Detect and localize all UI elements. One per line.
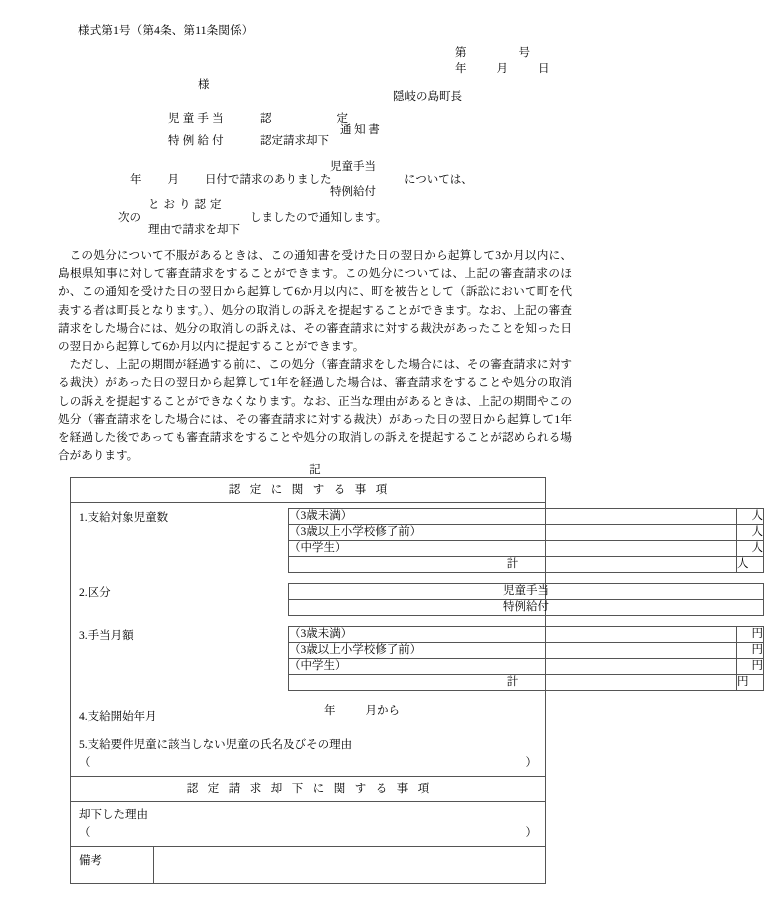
row-1-values — [288, 503, 764, 578]
appeal-paragraph-2: ただし、上記の期間が経過する前に、この処分（審査請求をした場合には、その審査請求に対する裁決）があった日の翌日から起算して1年を経過した場合は、審査請求をすることや処分の取消しの訴えを提起することができなくなります。なお、正当な理由があるときは、上記の期間やこの処分（審査請求をした場合には、その審査請求に対する裁決）があった日の翌日から起算して1年を経過した後であっても審査請求をすることや処分の取消しの訴えを提起することが認められる場合があります。 — [58, 358, 572, 463]
row-payment-start — [71, 702, 545, 730]
amount-age-under3-unit: 円 — [737, 627, 764, 643]
row-classification — [71, 578, 549, 621]
list-item — [289, 627, 764, 643]
list-item-total — [289, 557, 764, 573]
list-item — [289, 600, 764, 616]
list-item — [289, 584, 764, 600]
decision-option-approve: とおり認定 — [148, 199, 226, 211]
row-eligible-children — [71, 503, 763, 578]
remarks-value[interactable] — [154, 847, 546, 883]
amount-junior-high-unit: 円 — [737, 659, 764, 675]
row-2-label: 2.区分 — [79, 587, 111, 599]
request-tail-text: については、 — [404, 174, 473, 186]
rejection-close-paren: ） — [525, 827, 537, 839]
rejection-reason-input-line[interactable] — [71, 824, 545, 846]
classification-subtable — [288, 583, 764, 616]
payment-start-month-label: 月から — [365, 705, 400, 717]
document-number-label: 第 — [455, 47, 467, 59]
amount-age-under3-label: （3歳未満） — [289, 627, 737, 643]
remarks-label: 備考 — [71, 847, 154, 883]
row-3-label: 3.手当月額 — [79, 630, 134, 642]
amount-age-3-to-elementary-label: （3歳以上小学校修了前） — [289, 643, 737, 659]
child-count-age-under3-unit: 人 — [737, 509, 764, 525]
form-code-label: 様式第1号（第4条、第11条関係） — [78, 25, 254, 37]
child-count-subtable — [288, 508, 764, 573]
appeal-instructions — [58, 247, 572, 465]
rejection-reason-label: 却下した理由 — [79, 809, 148, 821]
table-row-remarks — [71, 847, 546, 884]
monthly-amount-subtable — [288, 626, 764, 691]
row-rejection-reason-cell — [71, 802, 546, 847]
remarks-inner-row — [71, 847, 545, 883]
request-kind-option-child-allowance: 児童手当 — [330, 161, 376, 173]
row-1-label: 1.支給対象児童数 — [79, 512, 169, 524]
document-number-line — [455, 44, 530, 60]
notify-tail-text: しましたので通知します。 — [250, 212, 388, 224]
child-count-age-3-to-elementary-label: （3歳以上小学校修了前） — [289, 525, 737, 541]
list-item — [289, 659, 764, 675]
child-count-age-under3-label: （3歳未満） — [289, 509, 737, 525]
row-monthly-amount — [71, 621, 763, 696]
date-year-label: 年 — [455, 63, 467, 75]
request-date-line — [130, 171, 332, 187]
rejection-open-paren: （ — [79, 827, 91, 839]
section-header-rejection: 認定請求却下に関する事項 — [71, 777, 546, 802]
next-label: 次の — [118, 212, 141, 224]
title-kind-option-special-benefit: 特例給付 — [168, 135, 227, 147]
list-item-total — [289, 675, 764, 691]
row-2-values — [288, 578, 764, 621]
list-item — [289, 643, 764, 659]
row-eligible-children-cell — [71, 503, 763, 777]
row-5-input-line[interactable] — [71, 754, 545, 776]
classification-option-child-allowance[interactable]: 児童手当 — [289, 584, 764, 600]
list-item — [289, 541, 764, 557]
ki-marker: 記 — [309, 464, 321, 476]
child-count-junior-high-label: （中学生） — [289, 541, 737, 557]
request-lead-text: 日付で請求のありました — [205, 174, 332, 186]
row-3-values — [288, 621, 764, 696]
table-section-header-row — [71, 777, 546, 802]
decision-option-reject: 理由で請求を却下 — [148, 224, 240, 236]
amount-total-unit: 円 — [737, 675, 764, 691]
row-4-label: 4.支給開始年月 — [79, 711, 157, 723]
appeal-paragraph-1: この処分について不服があるときは、この通知書を受けた日の翌日から起算して3か月以内に、島根県知事に対して審査請求をすることができます。この処分については、上記の審査請求のほか、この通知を受けた日の翌日から起算して6か月以内に、町を被告として（訴訟において町を代表する者は町長となります。）、処分の取消しの訴えを提起することができます。なお、上記の審査請求をした場合には、処分の取消しの訴えは、その審査請求に対する裁決があったことを知った日の翌日から起算して6か月以内に提起することができます。 — [58, 249, 572, 354]
table-section-header-row — [71, 478, 546, 503]
child-count-total-label: 計 — [289, 557, 737, 573]
document-date-line — [455, 60, 550, 76]
addressee-honorific: 様 — [198, 79, 210, 91]
row-5-open-paren: （ — [79, 757, 91, 769]
table-row — [71, 802, 546, 847]
payment-start-year-label: 年 — [324, 705, 336, 717]
amount-total-label: 計 — [289, 675, 737, 691]
title-suffix-notice: 通知書 — [340, 124, 383, 136]
date-day-label: 日 — [538, 63, 550, 75]
document-number-unit: 号 — [518, 47, 530, 59]
amount-age-3-to-elementary-unit: 円 — [737, 643, 764, 659]
notice-title-block — [168, 110, 498, 152]
title-action-option-approval: 認 定 — [260, 113, 362, 125]
row-5-close-paren: ） — [525, 757, 537, 769]
certification-table — [70, 477, 763, 884]
list-item — [289, 525, 764, 541]
request-kind-option-special-benefit: 特例給付 — [330, 186, 376, 198]
request-month-label: 月 — [167, 174, 179, 186]
child-count-total-unit: 人 — [737, 557, 764, 573]
table-row — [71, 503, 546, 777]
date-month-label: 月 — [496, 63, 508, 75]
child-count-age-3-to-elementary-unit: 人 — [737, 525, 764, 541]
amount-junior-high-label: （中学生） — [289, 659, 737, 675]
title-kind-option-child-allowance: 児童手当 — [168, 113, 227, 125]
issuer-name: 隠岐の島町長 — [393, 91, 462, 103]
section-header-certification: 認定に関する事項 — [71, 478, 546, 503]
request-year-label: 年 — [130, 174, 142, 186]
list-item — [289, 509, 764, 525]
child-count-junior-high-unit: 人 — [737, 541, 764, 557]
classification-option-special-benefit[interactable]: 特例給付 — [289, 600, 764, 616]
remarks-row-cell — [71, 847, 546, 884]
row-5-label: 5.支給要件児童に該当しない児童の氏名及びその理由 — [79, 739, 353, 751]
title-action-option-rejection: 認定請求却下 — [260, 135, 329, 147]
row-4-value — [288, 702, 545, 718]
